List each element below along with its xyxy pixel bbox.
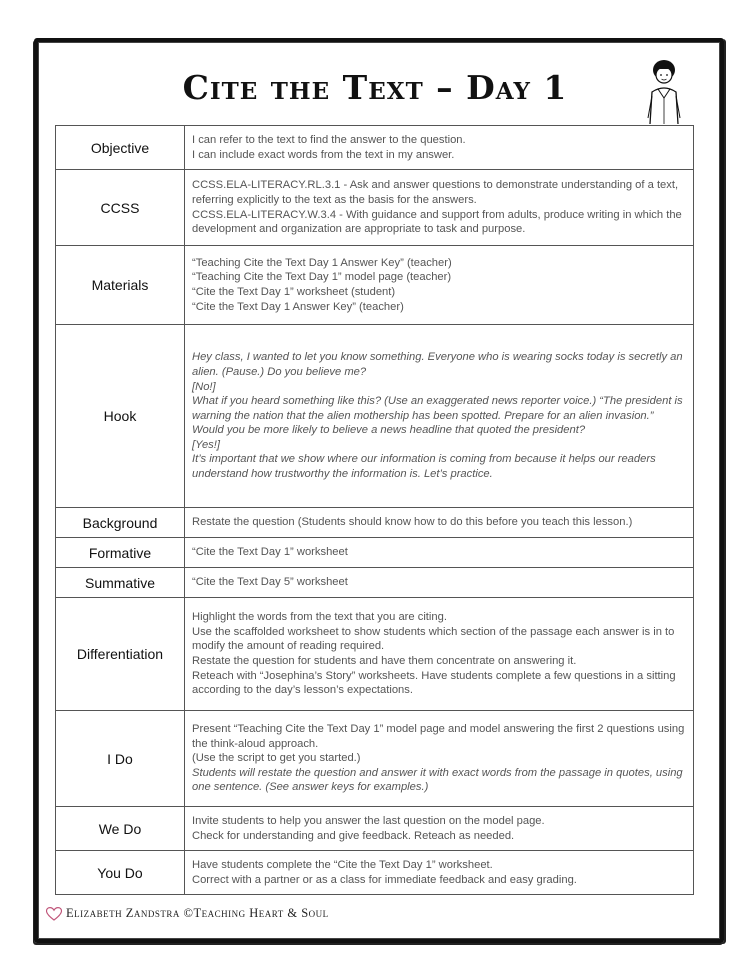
table-row <box>56 170 694 246</box>
table-row <box>56 508 694 538</box>
table-row <box>56 325 694 508</box>
content-line: “Cite the Text Day 1” worksheet <box>192 546 348 559</box>
row-content <box>185 325 694 508</box>
content-line: CCSS.ELA-LITERACY.W.3.4 - With guidance and support from adults, produce writing in which the development and organization are appropriate to task and purpose. <box>192 208 682 236</box>
content-line: [No!] <box>192 380 216 393</box>
content-line: Invite students to help you answer the last question on the model page. <box>192 814 545 827</box>
lesson-plan-table <box>55 125 694 895</box>
content-line: I can include exact words from the text in my answer. <box>192 148 455 161</box>
table-row <box>56 246 694 325</box>
row-content <box>185 508 694 538</box>
table-row <box>56 538 694 568</box>
content-line: [Yes!] <box>192 438 220 451</box>
row-label: Materials <box>56 246 185 325</box>
content-line: Hey class, I wanted to let you know something. Everyone who is wearing socks today is secretly an alien. (Pause.) Do you believe me? <box>192 351 683 378</box>
row-label: Background <box>56 508 185 538</box>
row-content <box>185 246 694 325</box>
table-row <box>56 568 694 598</box>
content-line: “Teaching Cite the Text Day 1” model page (teacher) <box>192 271 452 284</box>
content-line: Have students complete the “Cite the Text Day 1” worksheet. <box>192 858 493 871</box>
content-line: CCSS.ELA-LITERACY.RL.3.1 - Ask and answer questions to demonstrate understanding of a text, referring explicitly to the text as the basis for the answers. <box>192 179 679 206</box>
row-label: We Do <box>56 807 185 851</box>
content-line: Check for understanding and give feedback. Reteach as needed. <box>192 829 515 842</box>
content-line: Restate the question for students and have them concentrate on answering it. <box>192 655 577 667</box>
row-label: You Do <box>56 851 185 895</box>
content-line: “Teaching Cite the Text Day 1 Answer Key” (teacher) <box>192 256 452 269</box>
row-content <box>185 598 694 711</box>
row-content <box>185 851 694 895</box>
row-label: Formative <box>56 538 185 568</box>
content-line: What if you heard something like this? (Use an exaggerated news reporter voice.) “The president is warning the nation that the alien mothership has been spotted. Prepare for an alien invasion.” Would you be more likely to believe a news headline that quoted the president? <box>192 395 683 437</box>
content-line: I can refer to the text to find the answer to the question. <box>192 133 466 146</box>
row-content <box>185 126 694 170</box>
content-line: “Cite the Text Day 5” worksheet <box>192 576 348 589</box>
footer-text: Elizabeth Zandstra ©Teaching Heart & Soul <box>66 906 329 920</box>
row-content <box>185 568 694 598</box>
content-line: Use the scaffolded worksheet to show students which section of the passage each answer is in to modify the amount of reading required. <box>192 625 675 653</box>
row-label: I Do <box>56 711 185 807</box>
row-content <box>185 711 694 807</box>
table-row <box>56 851 694 895</box>
content-line: (Use the script to get you started.) <box>192 752 361 765</box>
table-row <box>56 807 694 851</box>
row-label: Differentiation <box>56 598 185 711</box>
table-row <box>56 126 694 170</box>
content-line: Correct with a partner or as a class for immediate feedback and easy grading. <box>192 873 577 886</box>
page-title: Cite the Text – Day 1 <box>182 68 568 107</box>
table-row <box>56 598 694 711</box>
heart-icon <box>46 907 62 921</box>
table-row <box>56 711 694 807</box>
content-line: “Cite the Text Day 1 Answer Key” (teacher) <box>192 300 404 313</box>
content-line: Students will restate the question and answer it with exact words from the passage in quotes, using one sentence. (See answer keys for examples.) <box>192 766 683 794</box>
content-line: Highlight the words from the text that you are citing. <box>192 611 447 624</box>
teacher-illustration-icon <box>636 56 696 126</box>
row-label: Objective <box>56 126 185 170</box>
row-label: Summative <box>56 568 185 598</box>
content-line: “Cite the Text Day 1” worksheet (student) <box>192 286 396 298</box>
footer-credit <box>46 906 329 921</box>
content-line: Restate the question (Students should know how to do this before you teach this lesson.) <box>192 516 633 529</box>
content-line: Reteach with “Josephina’s Story” worksheets. Have students complete a few questions in a sitting according to the day’s lesson’s expectations. <box>192 669 676 697</box>
row-content <box>185 538 694 568</box>
content-line: Present “Teaching Cite the Text Day 1” model page and model answering the first 2 questions using the think-aloud approach. <box>192 723 685 750</box>
content-line: It’s important that we show where our information is coming from because it helps our readers understand how trustworthy the information is. Let’s practice. <box>192 453 656 481</box>
row-label: Hook <box>56 325 185 508</box>
row-label: CCSS <box>56 170 185 246</box>
row-content <box>185 807 694 851</box>
row-content <box>185 170 694 246</box>
